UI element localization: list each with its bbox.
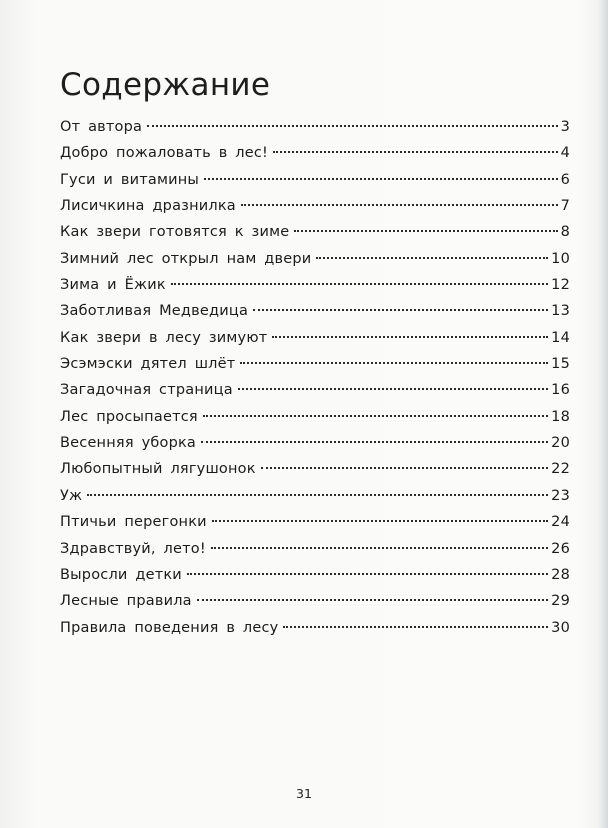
toc-entry-page: 20	[551, 435, 570, 452]
toc-entry	[60, 325, 570, 351]
toc-entry-title: Зима и Ёжик	[60, 277, 166, 294]
toc-entry-title: Зимний лес открыл нам двери	[60, 250, 312, 267]
dot-leader	[283, 626, 548, 628]
dot-leader	[272, 336, 548, 338]
toc-entry-title: Лес просыпается	[60, 408, 198, 425]
toc-entry-page: 23	[551, 487, 570, 504]
toc-entry-title: Эсэмэски дятел шлёт	[60, 356, 236, 373]
toc-entry	[60, 588, 570, 614]
toc-entry-page: 18	[551, 408, 570, 425]
toc-entry	[60, 456, 570, 482]
toc-entry-title: Уж	[60, 487, 83, 504]
toc-entry-title: Любопытный лягушонок	[60, 461, 256, 478]
toc-entry	[60, 404, 570, 430]
toc-entry-page: 10	[551, 250, 570, 267]
toc-entry	[60, 536, 570, 562]
toc-entry-page: 14	[551, 329, 570, 346]
toc-entry-title: Весенняя уборка	[60, 435, 197, 452]
dot-leader	[212, 520, 548, 522]
toc-entry	[60, 272, 570, 298]
toc-entry-title: Добро пожаловать в лес!	[60, 145, 269, 162]
dot-leader	[253, 309, 548, 311]
page-edge	[598, 0, 608, 828]
toc-entry-page: 7	[560, 198, 570, 215]
toc-entry-title: Птичьи перегонки	[60, 514, 207, 531]
dot-leader	[241, 204, 558, 206]
toc-entry-title: Лесные правила	[60, 593, 192, 610]
toc-entry-title: Как звери в лесу зимуют	[60, 329, 268, 346]
dot-leader	[211, 547, 548, 549]
toc-entry	[60, 114, 570, 140]
toc-entry	[60, 140, 570, 166]
toc-entry-page: 29	[551, 593, 570, 610]
toc-entry	[60, 193, 570, 219]
dot-leader	[204, 178, 558, 180]
dot-leader	[238, 388, 548, 390]
toc-entry-page: 15	[551, 356, 570, 373]
page-title: Содержание	[60, 66, 271, 103]
toc-entry-title: Загадочная страница	[60, 382, 233, 399]
toc-entry-title: От автора	[60, 119, 143, 135]
toc-entry-page: 6	[560, 171, 570, 188]
toc-entry	[60, 562, 570, 588]
toc-entry-page: 12	[551, 277, 570, 294]
toc-entry	[60, 246, 570, 272]
toc-entry-page: 22	[551, 461, 570, 478]
dot-leader	[261, 467, 548, 469]
toc-entry-page: 3	[560, 119, 570, 135]
dot-leader	[171, 283, 548, 285]
dot-leader	[203, 415, 548, 417]
toc-entry-page: 13	[551, 303, 570, 320]
page-number: 31	[296, 786, 312, 801]
toc-entry	[60, 219, 570, 245]
toc-entry	[60, 615, 570, 641]
dot-leader	[240, 362, 548, 364]
toc-entry-title: Правила поведения в лесу	[60, 619, 279, 636]
table-of-contents	[60, 114, 570, 641]
toc-entry	[60, 167, 570, 193]
toc-entry	[60, 377, 570, 403]
dot-leader	[147, 125, 557, 127]
toc-entry-title: Выросли детки	[60, 566, 182, 583]
toc-entry	[60, 509, 570, 535]
toc-entry-page: 8	[560, 224, 570, 241]
toc-entry-title: Лисичкина дразнилка	[60, 198, 236, 215]
dot-leader	[294, 230, 557, 232]
dot-leader	[273, 151, 558, 153]
toc-entry	[60, 298, 570, 324]
toc-entry-title: Как звери готовятся к зиме	[60, 224, 290, 241]
toc-entry	[60, 430, 570, 456]
toc-entry-title: Здравствуй, лето!	[60, 540, 206, 557]
toc-entry-page: 4	[560, 145, 570, 162]
toc-entry-page: 30	[551, 619, 570, 636]
toc-entry-page: 28	[551, 566, 570, 583]
toc-entry-title: Заботливая Медведица	[60, 303, 249, 320]
toc-entry-page: 26	[551, 540, 570, 557]
dot-leader	[87, 494, 548, 496]
toc-entry	[60, 483, 570, 509]
toc-entry-title: Гуси и витамины	[60, 171, 200, 188]
dot-leader	[316, 257, 548, 259]
toc-entry	[60, 351, 570, 377]
dot-leader	[197, 599, 548, 601]
dot-leader	[201, 441, 548, 443]
toc-entry-page: 24	[551, 514, 570, 531]
dot-leader	[187, 573, 548, 575]
toc-entry-page: 16	[551, 382, 570, 399]
